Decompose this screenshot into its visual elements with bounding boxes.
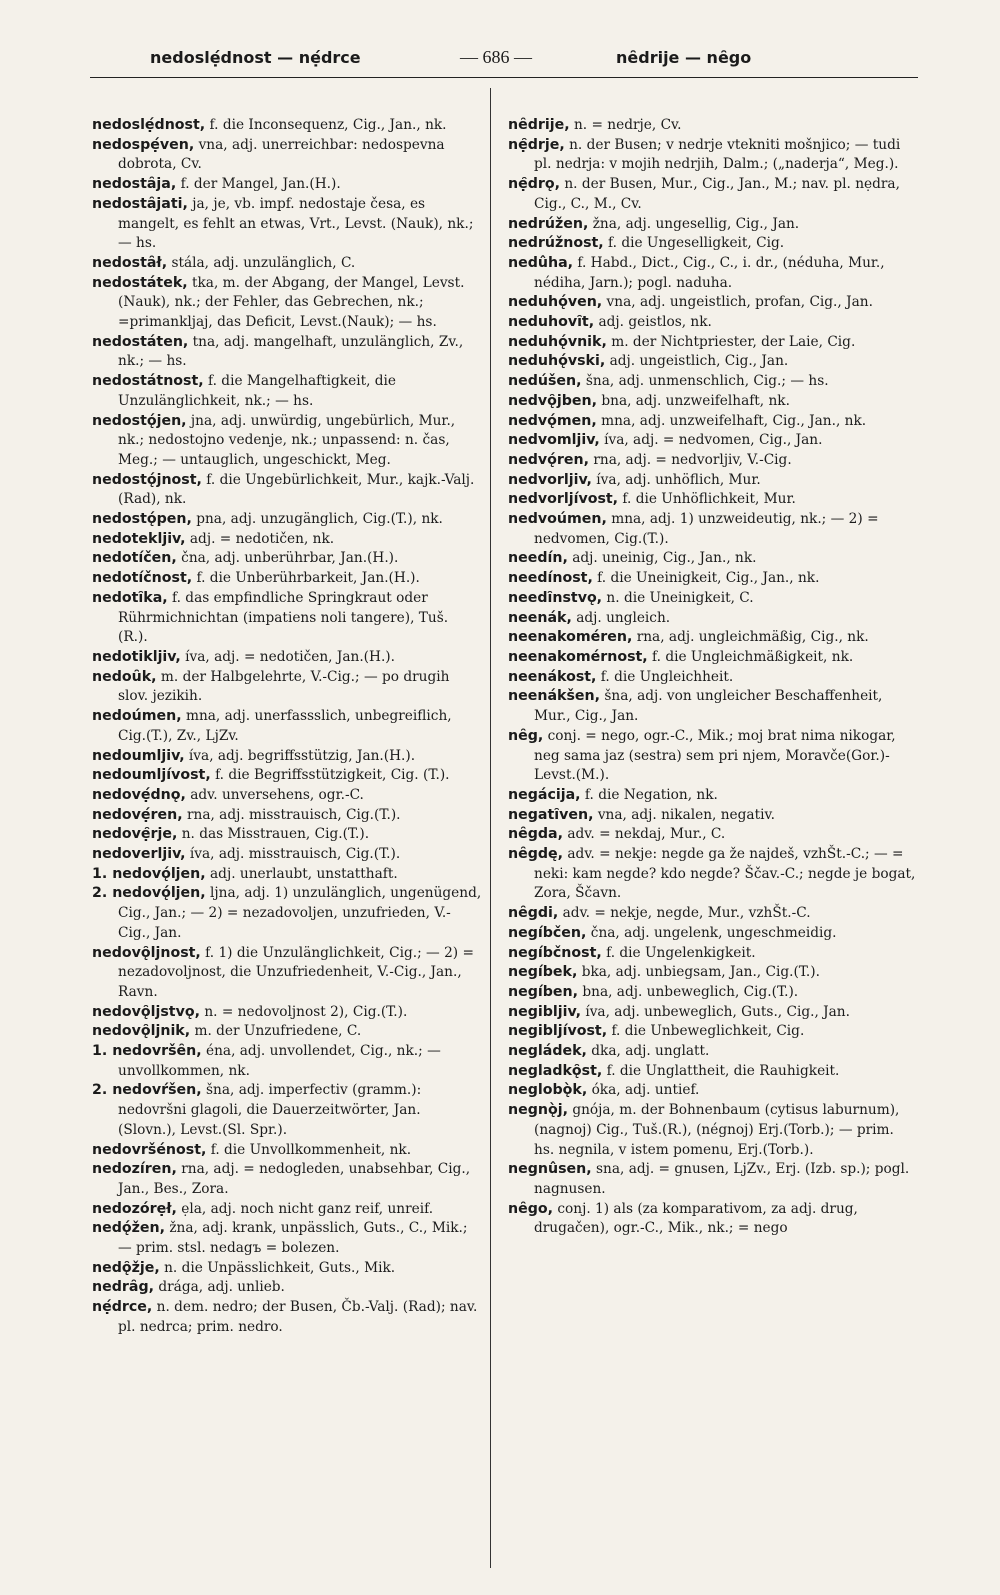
entry-headword: nedvǫ́men, <box>508 412 597 429</box>
dictionary-entry <box>92 175 482 195</box>
entry-headword: neenákšen, <box>508 688 601 705</box>
entry-definition: stála, adj. unzulänglich, C. <box>167 254 356 271</box>
dictionary-entry <box>92 471 482 510</box>
entry-definition: éna, adj. unvollendet, Cig., nk.; — unvollkommen, nk. <box>118 1043 441 1079</box>
entry-headword: neduhǫ́vski, <box>508 353 606 370</box>
dictionary-entry <box>508 352 918 372</box>
entry-definition: n. die Unpässlichkeit, Guts., Mik. <box>159 1259 396 1276</box>
dictionary-entry <box>92 944 482 1003</box>
entry-headword: nȇgdi, <box>508 905 559 922</box>
dictionary-entry <box>92 884 482 943</box>
dictionary-entry <box>92 668 482 707</box>
dictionary-entry <box>92 1081 482 1140</box>
entry-headword: neduhovȋt, <box>508 314 595 331</box>
dictionary-entry <box>508 293 918 313</box>
entry-definition: f. die Negation, nk. <box>580 786 718 803</box>
entry-headword: nedovẹ́dnǫ, <box>92 786 186 803</box>
dictionary-entry <box>508 1062 918 1082</box>
dictionary-entry <box>92 845 482 865</box>
entry-headword: nedrȃg, <box>92 1279 154 1296</box>
dictionary-entry <box>92 195 482 254</box>
column-divider <box>490 88 491 1568</box>
entry-definition: adv. = nekje: negde ga že najdeš, vzhŠt.-C.; — = neki: kam negde? kdo negde? Ščav.-C.; negde je bogat, Zora, Ščavn. <box>534 846 916 902</box>
entry-definition: f. die Ungeselligkeit, Cig. <box>603 235 785 252</box>
dictionary-entry <box>508 510 918 549</box>
page-number: — 686 — <box>460 47 532 67</box>
left-column <box>92 116 482 1338</box>
entry-definition: f. die Ungebürlichkeit, Mur., kajk.-Valj.(Rad), nk. <box>118 471 475 508</box>
entry-headword: nedvǫ̑jben, <box>508 392 598 409</box>
dictionary-entry <box>508 825 918 845</box>
entry-definition: šna, adj. unmenschlich, Cig.; — hs. <box>581 373 829 390</box>
entry-definition: žna, adj. ungesellig, Cig., Jan. <box>588 215 800 232</box>
entry-headword: needȋnstvǫ, <box>508 589 603 606</box>
dictionary-entry <box>92 786 482 806</box>
dictionary-entry <box>508 1200 918 1239</box>
dictionary-entry <box>508 1003 918 1023</box>
entry-headword: nedovẹ́ren, <box>92 806 183 823</box>
dictionary-entry <box>508 136 918 175</box>
entry-headword: neduhǫ́ven, <box>508 294 603 311</box>
entry-headword: nedospẹ́ven, <box>92 136 195 153</box>
entry-headword: neenakomérnost, <box>508 648 648 665</box>
entry-definition: óka, adj. untief. <box>587 1082 700 1099</box>
dictionary-entry <box>508 963 918 983</box>
entry-definition: íva, adj. unhöflich, Mur. <box>591 471 761 488</box>
running-header <box>0 48 1000 78</box>
entry-definition: rna, adj. = nedogleden, unabsehbar, Cig., Jan., Bes., Zora. <box>118 1161 471 1197</box>
entry-headword: negíbek, <box>508 964 578 981</box>
entry-definition: m. der Nichtpriester, der Laie, Cig. <box>606 333 856 350</box>
dictionary-entry <box>92 412 482 471</box>
entry-headword: neglobǫ̀k, <box>508 1082 588 1099</box>
entry-definition: n. = nedovolјnost 2), Cig.(T.). <box>199 1003 408 1020</box>
entry-definition: f. die Uneinigkeit, Cig., Jan., nk. <box>592 570 820 587</box>
dictionary-entry <box>508 569 918 589</box>
dictionary-entry <box>508 471 918 491</box>
entry-headword: needín, <box>508 550 568 567</box>
entry-definition: f. der Mangel, Jan.(H.). <box>176 176 341 193</box>
entry-definition: adv. unversehens, ogr.-C. <box>185 786 364 803</box>
entry-definition: tna, adj. mangelhaft, unzulänglich, Zv., nk.; — hs. <box>118 333 464 370</box>
dictionary-entry <box>92 747 482 767</box>
entry-headword: negíbčnost, <box>508 944 602 961</box>
entry-definition: íva, adj. = nedotičen, Jan.(H.). <box>180 648 396 665</box>
dictionary-entry <box>508 845 918 904</box>
dictionary-entry <box>508 924 918 944</box>
dictionary-entry <box>508 372 918 392</box>
dictionary-entry <box>92 1200 482 1220</box>
dictionary-entry <box>508 806 918 826</box>
entry-headword: negíben, <box>508 983 579 1000</box>
entry-headword: nẹ̑drǫ, <box>508 176 561 193</box>
dictionary-entry <box>92 1042 482 1081</box>
entry-definition: čna, adj. unberührbar, Jan.(H.). <box>176 550 399 567</box>
entry-definition: n. der Busen, Mur., Cig., Jan., M.; nav. pl. nẹdra, Cig., C., M., Cv. <box>534 176 900 212</box>
entry-headword: nedostǫ́pen, <box>92 511 192 528</box>
entry-definition: bna, adj. unzweifelhaft, nk. <box>597 392 790 409</box>
entry-definition: šna, adj. von ungleicher Beschaffenheit, Mur., Cig., Jan. <box>534 688 883 725</box>
entry-headword: nedotiklјiv, <box>92 648 181 665</box>
dictionary-entry <box>92 333 482 372</box>
dictionary-entry <box>92 116 482 136</box>
entry-definition: mna, adj. 1) unzweideutig, nk.; — 2) = nedvomen, Cig.(T.). <box>534 511 879 547</box>
entry-headword: nedvǫ́ren, <box>508 451 589 468</box>
entry-definition: rna, adj. misstrauisch, Cig.(T.). <box>182 806 401 823</box>
entry-headword: nedoslẹ́dnost, <box>92 117 206 133</box>
dictionary-entry <box>508 944 918 964</box>
dictionary-entry <box>508 549 918 569</box>
entry-headword: neenákost, <box>508 668 597 685</box>
entry-definition: šna, adj. imperfectiv (gramm.): nedovršni glagoli, die Dauerzeitwörter, Jan. (Slovn.), Levst.(Sl. Spr.). <box>118 1082 422 1138</box>
entry-definition: n. die Uneinigkeit, C. <box>602 589 754 606</box>
dictionary-entry <box>92 589 482 648</box>
dictionary-entry <box>92 549 482 569</box>
entry-headword: nȇdrije, <box>508 117 570 133</box>
dictionary-entry <box>92 1022 482 1042</box>
dictionary-entry <box>508 668 918 688</box>
dictionary-entry <box>92 1278 482 1298</box>
entry-headword: negnǫ̀j, <box>508 1102 568 1119</box>
entry-headword: nedúšen, <box>508 373 582 390</box>
dictionary-entry <box>508 490 918 510</box>
entry-definition: f. die Mangelhaftigkeit, die Unzulänglichkeit, nk.; — hs. <box>118 373 397 409</box>
entry-headword: nedoumlјívost, <box>92 767 211 784</box>
entry-definition: mna, adj. unerfassslich, unbegreiflich, Cig.(T.), Zv., LjZv. <box>118 708 452 744</box>
entry-definition: f. die Unhöflichkeit, Mur. <box>618 491 796 508</box>
dictionary-entry <box>92 825 482 845</box>
entry-headword: nedvorlјiv, <box>508 471 592 488</box>
entry-headword: nedovǫ̑lјnik, <box>92 1023 191 1040</box>
entry-headword: 1. nedovršȇn, <box>92 1043 202 1060</box>
entry-definition: gnója, m. der Bohnenbaum (cytisus laburnum), (nagnoj) Cig., Tuš.(R.), (négnoj) Erj.(Torb.); — prim. hs. negnila, v istem pomenu, Erj.(Torb.). <box>534 1102 900 1158</box>
entry-headword: nedovǫ̑lјstvǫ, <box>92 1003 200 1020</box>
entry-definition: adj. geistlos, nk. <box>594 314 712 331</box>
dictionary-entry <box>92 1219 482 1258</box>
entry-headword: nedoteklјiv, <box>92 530 186 547</box>
dictionary-entry <box>508 589 918 609</box>
entry-headword: 1. nedovǫ́lјen, <box>92 865 206 882</box>
entry-headword: nedostátnost, <box>92 373 204 390</box>
entry-headword: nedvomlјiv, <box>508 432 600 449</box>
entry-headword: nedostȃja, <box>92 176 177 193</box>
entry-headword: nȇgo, <box>508 1200 554 1217</box>
dictionary-entry <box>508 1101 918 1160</box>
entry-headword: nedovẹ̑rje, <box>92 826 178 843</box>
dictionary-entry <box>508 234 918 254</box>
dictionary-entry <box>508 1022 918 1042</box>
entry-definition: pna, adj. unzugänglich, Cig.(T.), nk. <box>191 511 443 528</box>
entry-headword: nedǫ̑žje, <box>92 1259 160 1276</box>
entry-definition: adj. ungleich. <box>571 609 671 626</box>
entry-definition: sna, adj. = gnusen, LjZv., Erj. (Izb. sp.); pogl. nagnusen. <box>534 1161 910 1197</box>
dictionary-entry <box>508 215 918 235</box>
header-left-guideword: nedoslẹ́dnost — nẹ́drce <box>150 48 361 67</box>
entry-headword: nedotíčnost, <box>92 570 193 587</box>
entry-headword: needínost, <box>508 570 593 587</box>
entry-headword: nedǫ́žen, <box>92 1220 165 1237</box>
entry-definition: adj. = nedotičen, nk. <box>185 530 335 547</box>
dictionary-entry <box>508 609 918 629</box>
dictionary-entry <box>92 1259 482 1279</box>
entry-headword: nȇgdę, <box>508 846 564 863</box>
entry-definition: vna, adj. unerreichbar: nedospevna dobrota, Cv. <box>118 136 445 173</box>
entry-definition: conj. 1) als (za komparativom, za adj. drug, drugačen), ogr.-C., Mik., nk.; = nego <box>534 1200 858 1237</box>
entry-definition: f. die Begriffsstützigkeit, Cig. (T.). <box>210 767 450 784</box>
entry-headword: nedozórẹł, <box>92 1200 177 1217</box>
dictionary-entry <box>508 786 918 806</box>
entry-headword: nedostátek, <box>92 274 188 291</box>
entry-definition: dka, adj. unglatt. <box>586 1043 710 1060</box>
entry-definition: lјna, adj. 1) unzulänglich, ungenügend, Cig., Jan.; — 2) = nezadovolјen, unzufrieden, V.-Cig., Jan. <box>118 885 482 941</box>
dictionary-entry <box>508 254 918 293</box>
entry-headword: nedoúmen, <box>92 708 182 725</box>
dictionary-entry <box>92 1298 482 1337</box>
entry-headword: nẹ̑drje, <box>508 136 565 153</box>
entry-headword: nedrúžnost, <box>508 235 604 252</box>
entry-headword: nedostáten, <box>92 333 189 350</box>
entry-headword: negiblјívost, <box>508 1023 608 1040</box>
entry-headword: nẹ́drce, <box>92 1299 153 1316</box>
entry-definition: f. das empfindliche Springkraut oder Rührmichnichtan (impatiens noli tangere), Tuš. (R.). <box>118 589 449 646</box>
entry-definition: čna, adj. ungelenk, ungeschmeidig. <box>586 924 837 941</box>
entry-definition: bka, adj. unbiegsam, Jan., Cig.(T.). <box>577 964 820 981</box>
entry-headword: negíbčen, <box>508 924 587 941</box>
entry-definition: adj. ungeistlich, Cig., Jan. <box>605 353 789 370</box>
entry-definition: rna, adj. = nedvorlјiv, V.-Cig. <box>588 451 792 468</box>
entry-definition: íva, adj. = nedvomen, Cig., Jan. <box>599 432 823 449</box>
entry-headword: nedostǫ́jen, <box>92 412 187 429</box>
dictionary-entry <box>508 687 918 726</box>
entry-definition: f. die Inconsequenz, Cig., Jan., nk. <box>205 117 447 133</box>
entry-headword: nedostȃł, <box>92 254 168 271</box>
dictionary-entry <box>92 648 482 668</box>
dictionary-entry <box>508 333 918 353</box>
dictionary-entry <box>508 1081 918 1101</box>
entry-headword: nȇg, <box>508 727 544 744</box>
dictionary-entry <box>508 1042 918 1062</box>
entry-headword: nedotȋka, <box>92 589 168 606</box>
entry-definition: f. die Unglattheit, die Rauhigkeit. <box>602 1062 840 1079</box>
entry-definition: m. der Unzufriedene, C. <box>190 1023 362 1040</box>
entry-headword: nedostȃjati, <box>92 195 188 212</box>
entry-definition: adv. = nekdaj, Mur., C. <box>563 826 726 843</box>
entry-definition: žna, adj. krank, unpässlich, Guts., C., Mik.; — prim. stsl. nedagъ = bolezen. <box>118 1220 468 1257</box>
entry-definition: rna, adj. ungleichmäßig, Cig., nk. <box>632 629 869 646</box>
entry-headword: nedoȗk, <box>92 668 157 685</box>
dictionary-entry <box>92 510 482 530</box>
entry-headword: neenakoméren, <box>508 629 633 646</box>
entry-definition: m. der Halbgelehrte, V.-Cig.; — po drugih slov. jezikih. <box>118 668 450 705</box>
dictionary-entry <box>508 983 918 1003</box>
entry-headword: neenák, <box>508 609 572 626</box>
entry-definition: n. = nedrje, Cv. <box>569 117 682 133</box>
entry-headword: nedostǫ́jnost, <box>92 471 202 488</box>
entry-headword: nedvoúmen, <box>508 511 607 528</box>
entry-definition: f. die Ungleichheit. <box>596 668 734 685</box>
entry-definition: f. die Ungelenkigkeit. <box>601 944 756 961</box>
dictionary-entry <box>508 628 918 648</box>
entry-definition: jna, adj. unwürdig, ungebürlich, Mur., nk.; nedostojno vedenje, nk.; unpassend: n. čas, Meg.; — untauglich, ungeschickt, Meg. <box>118 412 456 468</box>
entry-definition: n. dem. nedro; der Busen, Čb.-Valj. (Rad); nav. pl. nedrca; prim. nedro. <box>118 1299 478 1335</box>
dictionary-entry <box>508 904 918 924</box>
entry-headword: neduhǫ́vnik, <box>508 333 607 350</box>
entry-definition: ẹla, adj. noch nicht ganz reif, unreif. <box>176 1200 434 1217</box>
entry-definition: tka, m. der Abgang, der Mangel, Levst.(Nauk), nk.; der Fehler, das Gebrechen, nk.; =primanklјaj, das Deficit, Levst.(Nauk); — hs. <box>118 274 465 331</box>
entry-headword: negiblјiv, <box>508 1003 581 1020</box>
dictionary-entry <box>508 313 918 333</box>
entry-definition: íva, adj. misstrauisch, Cig.(T.). <box>185 846 401 863</box>
dictionary-entry <box>92 530 482 550</box>
entry-definition: íva, adj. begriffsstützig, Jan.(H.). <box>184 747 416 764</box>
header-rule <box>90 77 918 78</box>
dictionary-entry <box>92 1003 482 1023</box>
entry-definition: n. der Busen; v nedrje vtekniti mošnjico; — tudi pl. nedrja: v mojih nedrjih, Dalm.; („naderja“, Meg.). <box>534 136 901 173</box>
entry-headword: negnûsen, <box>508 1161 592 1178</box>
entry-definition: ja, je, vb. impf. nedostaje česa, es mangelt, es fehlt an etwas, Vrt., Levst. (Nauk), nk.; — hs. <box>118 195 474 252</box>
dictionary-entry <box>92 766 482 786</box>
entry-definition: vna, adj. nikalen, negativ. <box>593 806 775 823</box>
entry-definition: f. die Unvollkommenheit, nk. <box>206 1141 412 1158</box>
entry-headword: nedotíčen, <box>92 550 177 567</box>
dictionary-entry <box>92 806 482 826</box>
entry-headword: nedûha, <box>508 254 574 271</box>
dictionary-entry <box>92 372 482 411</box>
dictionary-entry <box>508 431 918 451</box>
entry-definition: bna, adj. unbeweglich, Cig.(T.). <box>578 983 799 1000</box>
entry-headword: negácija, <box>508 786 581 803</box>
entry-headword: nedoumlјiv, <box>92 747 185 764</box>
dictionary-entry <box>92 1160 482 1199</box>
dictionary-entry <box>508 1160 918 1199</box>
dictionary-entry <box>92 707 482 746</box>
dictionary-entry <box>508 412 918 432</box>
entry-headword: 2. nedovŕšen, <box>92 1082 202 1099</box>
entry-definition: drága, adj. unlieb. <box>154 1279 285 1296</box>
entry-definition: f. die Unberührbarkeit, Jan.(H.). <box>192 570 420 587</box>
dictionary-entry <box>92 274 482 333</box>
entry-headword: nedrúžen, <box>508 215 589 232</box>
entry-headword: negládek, <box>508 1043 587 1060</box>
dictionary-entry <box>92 254 482 274</box>
entry-definition: adv. = nekje, negde, Mur., vzhŠt.-C. <box>558 905 811 922</box>
dictionary-entry <box>508 392 918 412</box>
dictionary-entry <box>92 1141 482 1161</box>
entry-headword: nedvorlјívost, <box>508 491 619 508</box>
entry-headword: 2. nedovǫ́lјen, <box>92 885 206 902</box>
entry-headword: nedovǫ̑lјnost, <box>92 944 201 961</box>
entry-definition: n. das Misstrauen, Cig.(T.). <box>177 826 370 843</box>
dictionary-entry <box>92 569 482 589</box>
dictionary-entry <box>508 727 918 786</box>
entry-headword: negatȋven, <box>508 806 594 823</box>
entry-definition: f. Habd., Dict., Cig., C., i. dr., (néduha, Mur., nédiha, Jarn.); pogl. naduha. <box>534 254 885 291</box>
dictionary-entry <box>92 865 482 885</box>
entry-definition: mna, adj. unzweifelhaft, Cig., Jan., nk. <box>596 412 867 429</box>
dictionary-entry <box>508 116 918 136</box>
entry-definition: f. 1) die Unzulänglichkeit, Cig.; — 2) = nezadovolјnost, die Unzufriedenheit, V.-Cig., Jan., Ravn. <box>118 944 474 1000</box>
dictionary-entry <box>508 648 918 668</box>
dictionary-entry <box>508 451 918 471</box>
entry-definition: conj. = nego, ogr.-C., Mik.; moj brat nima nikogar, neg sama jaz (sestra) sem pri njem, Moravče(Gor.)-Levst.(M.). <box>534 727 896 784</box>
entry-headword: nedovršénost, <box>92 1141 207 1158</box>
entry-headword: nedozíren, <box>92 1161 177 1178</box>
entry-definition: adj. uneinig, Cig., Jan., nk. <box>567 550 757 567</box>
right-column <box>508 116 918 1239</box>
entry-headword: nȇgda, <box>508 826 563 843</box>
entry-definition: f. die Unbeweglichkeit, Cig. <box>607 1023 805 1040</box>
dictionary-entry <box>508 175 918 214</box>
entry-definition: f. die Ungleichmäßigkeit, nk. <box>647 648 854 665</box>
entry-definition: vna, adj. ungeistlich, profan, Cig., Jan. <box>602 294 873 311</box>
entry-definition: adj. unerlaubt, unstatthaft. <box>205 865 398 882</box>
header-right-guideword: nȇdrije — nȇgo <box>616 48 752 67</box>
dictionary-entry <box>92 136 482 175</box>
entry-definition: íva, adj. unbeweglich, Guts., Cig., Jan. <box>580 1003 850 1020</box>
entry-headword: nedoverlјiv, <box>92 846 186 863</box>
entry-headword: negladkǫ̑st, <box>508 1062 603 1079</box>
